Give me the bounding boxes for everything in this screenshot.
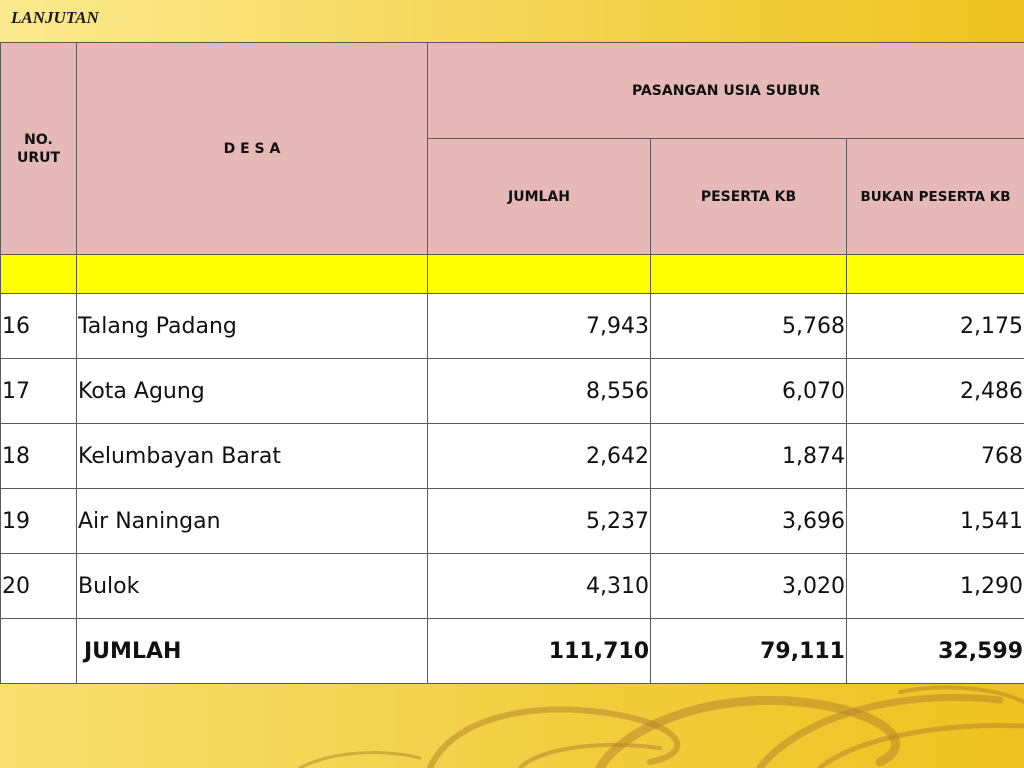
- cell-peserta-kb: 5,768: [651, 294, 847, 359]
- table-row: [1, 294, 1024, 359]
- header-desa-label: D E S A: [223, 140, 281, 157]
- total-jumlah: 111,710: [428, 619, 651, 684]
- cell-no: 16: [1, 294, 77, 359]
- cell-jumlah: 7,943: [428, 294, 651, 359]
- header-no-urut-label: NO. URUT: [16, 131, 61, 166]
- header-bukan-peserta-kb: [847, 139, 1024, 255]
- cell-no: 17: [1, 359, 77, 424]
- cell-bukan-peserta-kb: 1,290: [847, 554, 1024, 619]
- header-bukan-peserta-kb-label: BUKAN PESERTA KB: [860, 188, 1011, 205]
- cell-desa: Talang Padang: [77, 294, 428, 359]
- decorative-swirl: [0, 682, 1024, 768]
- table-row: [1, 424, 1024, 489]
- cell-peserta-kb: 3,020: [651, 554, 847, 619]
- header-jumlah: [428, 139, 651, 255]
- table-row: [1, 554, 1024, 619]
- cell-jumlah: 5,237: [428, 489, 651, 554]
- header-group-label: PASANGAN USIA SUBUR: [632, 82, 821, 99]
- total-label: JUMLAH: [77, 619, 428, 684]
- highlight-cell: [651, 255, 847, 294]
- cell-peserta-kb: 6,070: [651, 359, 847, 424]
- cell-bukan-peserta-kb: 768: [847, 424, 1024, 489]
- header-peserta-kb-label: PESERTA KB: [700, 188, 797, 205]
- total-empty-cell: [1, 619, 77, 684]
- total-peserta-kb: 79,111: [651, 619, 847, 684]
- cell-peserta-kb: 1,874: [651, 424, 847, 489]
- header-pasangan-usia-subur: [428, 43, 1024, 139]
- header-peserta-kb: [651, 139, 847, 255]
- cell-jumlah: 2,642: [428, 424, 651, 489]
- highlight-cell: [1, 255, 77, 294]
- table-row: [1, 359, 1024, 424]
- cell-bukan-peserta-kb: 1,541: [847, 489, 1024, 554]
- cell-bukan-peserta-kb: 2,486: [847, 359, 1024, 424]
- header-jumlah-label: JUMLAH: [508, 188, 570, 205]
- cell-no: 18: [1, 424, 77, 489]
- cell-desa: Kota Agung: [77, 359, 428, 424]
- cell-no: 20: [1, 554, 77, 619]
- cell-desa: Kelumbayan Barat: [77, 424, 428, 489]
- cell-desa: Bulok: [77, 554, 428, 619]
- title-bar: [0, 0, 1024, 42]
- highlight-cell: [847, 255, 1024, 294]
- header-desa: [77, 43, 428, 255]
- total-row: [1, 619, 1024, 684]
- highlight-cell: [77, 255, 428, 294]
- highlight-row: [1, 255, 1024, 294]
- header-no-urut: [1, 43, 77, 255]
- cell-jumlah: 8,556: [428, 359, 651, 424]
- highlight-cell: [428, 255, 651, 294]
- total-bukan-peserta-kb: 32,599: [847, 619, 1024, 684]
- cell-peserta-kb: 3,696: [651, 489, 847, 554]
- data-table: [0, 42, 1024, 684]
- cell-bukan-peserta-kb: 2,175: [847, 294, 1024, 359]
- cell-no: 19: [1, 489, 77, 554]
- cell-desa: Air Naningan: [77, 489, 428, 554]
- page-title: LANJUTAN: [11, 8, 99, 27]
- table-row: [1, 489, 1024, 554]
- cell-jumlah: 4,310: [428, 554, 651, 619]
